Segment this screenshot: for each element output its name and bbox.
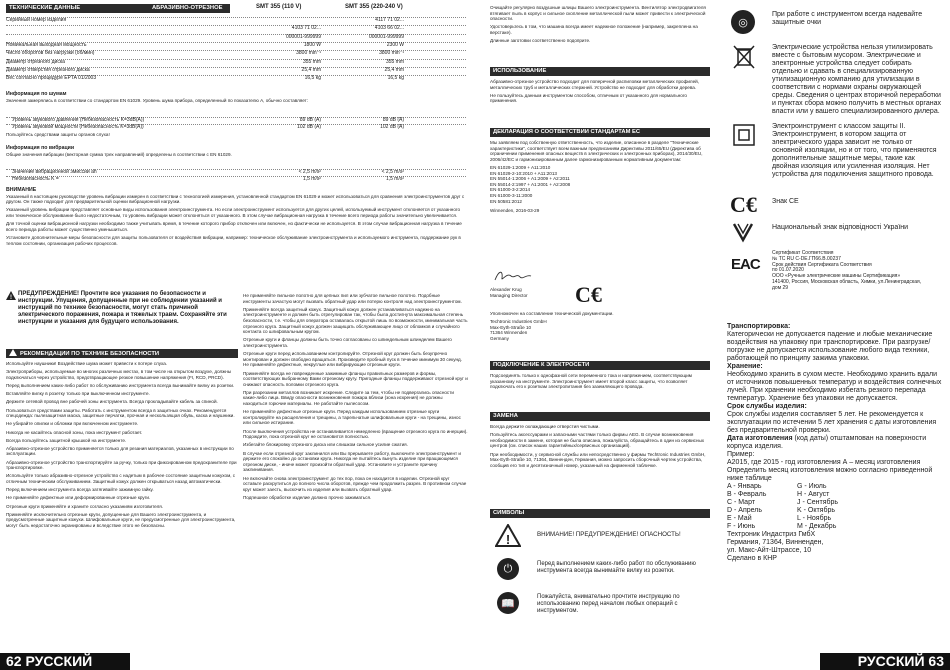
decl-place-date: Winnenden, 2016-03-29: [490, 208, 540, 214]
spec-label: Серийный номер изделия: [6, 17, 67, 23]
maint-paragraphs: [490, 424, 710, 471]
date-text: (код даты) отштампован на поверхности корпуса изделия.: [727, 435, 927, 450]
spec-value-110v: 16,5 kg: [304, 75, 321, 82]
storage-title: Хранение:: [727, 363, 763, 370]
transport-text: Категорически не допускается падение и любые механические воздействия на упаковку при транспортировке. При разгрузке/погрузке не допускается использование любого вида техники, работающей по принципу зажима упаковки.: [727, 331, 933, 362]
month-row: [727, 499, 942, 507]
goggles-text: При работе с инструментом всегда надевайте защитные очки: [772, 11, 923, 26]
paragraph: Пользуйтесь аксессуарами и запасными частями только фирмы AEG. В случае возникновения необходимости в замене, которая не была описана, пожалуйста, обращайтесь в один из сервисных центров (см. список наших гарантийных/сервисных организаций).: [490, 432, 705, 449]
paragraph: Абразивно-отрезное устройство подходит для поперечной распиловки металлических профилей, металлических труб и металлических стержней. Устройство не подходит для обработки дерева.: [490, 79, 700, 90]
month-left: F - Июнь: [727, 523, 756, 530]
row-label: Уровень звукового давления (Небезопасность K=3dB(A)): [12, 117, 145, 123]
safety-bar-label: РЕКОМЕНДАЦИИ ПО ТЕХНИКЕ БЕЗОПАСНОСТИ: [20, 351, 160, 357]
warning-triangle-icon: [495, 524, 521, 547]
paragraph: Используйте наушники! Воздействие шума может привести к потере слуха.: [6, 361, 168, 366]
spec-value-110v: 355 mm: [302, 58, 321, 65]
row-value-230v: 89 dB (A): [382, 117, 404, 123]
transport-title: Транспортировка:: [727, 323, 791, 330]
spec-value-230v: 4103 66 02...: [374, 25, 404, 32]
paragraph: Не применяйте дефектные или деформированные отрезные круги.: [6, 495, 151, 501]
decl-section: [490, 140, 710, 216]
row-label: Небезопасность K =: [12, 176, 59, 182]
row-value-230v: 1,5 m/s²: [385, 176, 404, 182]
standard-line: EN 61000-3-2:2014: [490, 187, 531, 193]
spec-value-110v: 000001-999999: [285, 33, 321, 40]
left-footer: 62 РУССКИЙ: [0, 653, 130, 670]
decl-auth-block: [490, 311, 710, 342]
address-line: Germany: [490, 335, 509, 341]
vib-title: Информация по вибрации: [6, 145, 75, 151]
paragraph: Пользоваться средствами защиты. Работать с инструментом всегда в защитных очках. Рекомендуется спецодежда: пылезащитная маска, защитные перчатки, прочная и нескользящая обувь, каска и наушники.: [6, 407, 235, 419]
cert-lines: [772, 251, 947, 292]
vib-text: Общие значения вибрации (векторная сумма трех направлений) определены в соответствии с EN 61029.: [6, 151, 232, 157]
noise-title: Информация по шумам: [6, 91, 67, 97]
cert-line: 141400, Россия, Московская область, Химки, ул.Ленинградская,: [772, 278, 922, 285]
paragraph: Применяйте всегда защитный кожух. Защитный кожух должен устанавливаться надежно на электроинструменте и должен быть отрегулирован так, чтобы была достигнута максимальная степень безопасности, т.е. чтобы для оператора оставалась открытой лишь по возможности, минимальная часть отрезного круга. Защитный кожух должен защищать обслуживающее лицо от обломков и случайного контакта со шлифовальным кругом.: [243, 306, 468, 335]
paragraph: Указанный уровень вибрации представляет основные виды использования электроинструмента. Но если электроинструмент используется для других целей, используемый инструмент отклоняется от указанного или техническое обслуживание было недостаточным, то уровень вибрации может отклоняться от указанного. В этом случае вибрационная нагрузка в течение всего периода работы значительно увеличивается.: [6, 207, 461, 218]
paragraph: Держите сетевой провод вне рабочей зоны инструмента. Всегда прокладывайте кабель за спиной.: [6, 399, 218, 405]
paragraph: Абразивно-отрезное устройство транспортируйте за ручку, только при фиксированном предохранителе при транспортировке.: [6, 459, 237, 471]
cert-line: дом 29: [772, 284, 789, 291]
address-line: 71364 Winnenden: [490, 330, 528, 336]
spec-value-110v: 1800 W: [303, 41, 321, 48]
standard-line: EN 61029-1:2009 + A11:2010: [490, 164, 551, 170]
row-label: Уровень звуковой мощности (Небезопасность K=3dB(A)): [12, 124, 144, 130]
tech-data-label: ТЕХНИЧЕСКИЕ ДАННЫЕ: [9, 5, 81, 11]
standard-line: EN 50581:2012: [490, 198, 522, 204]
warning-triangle-icon: [9, 349, 17, 356]
paragraph: Длинные заготовки соответственно подоприте.: [490, 38, 591, 44]
class2-text: Электроинструмент с классом защиты II. Электроинструмент, в котором защита от электрического удара зависит не только от основной изоляции, но и от того, что применяются дополнительные защитные меры, такие как двойная изоляция или усиленная изоляция. Нет устройства для подключения защитного провода.: [772, 123, 937, 178]
noise-note: Пользуйтесь средствами защиты органов слуха!: [6, 132, 110, 137]
warning-triangle-icon: [6, 291, 16, 300]
goggles-icon: ◎: [731, 10, 755, 34]
safety-left-column: [6, 361, 238, 531]
decl-signer-role: Managing Director: [490, 292, 528, 298]
safety-bar: [6, 349, 238, 358]
spec-row: [6, 33, 466, 40]
month-left: D - Апрель: [727, 507, 763, 514]
col-header-110v: SMT 355 (110 V): [256, 4, 302, 10]
paragraph: Очищайте регулярно воздушные шлицы Вашего электроинструмента. Вентилятор электродвигателя втягивает пыль в корпус и сильное скопление металлической пыли может привести к электрической опасности.: [490, 5, 706, 22]
warning-text: ПРЕДУПРЕЖДЕНИЕ! Прочтите все указания по безопасности и инструкции. Упущения, допущенные при не соблюдении указаний и инструкций по технике безопасности, могут стать причиной электрического поражения, пожара и тяжелых травм. Сохраняйте эти инструкции и указания для будущего использования.: [18, 291, 227, 325]
months-table: [727, 483, 942, 531]
month-row: [727, 483, 942, 491]
month-left: C - Март: [727, 499, 756, 506]
ce-mark-icon: C€: [575, 282, 602, 307]
symbol-book-text: Пожалуйста, внимательно прочтите инструкцию по использованию перед началом любых операций с инструментом.: [537, 594, 680, 614]
month-row: [727, 491, 942, 499]
spec-value-110v: 3800 min⁻¹: [296, 50, 321, 57]
ce-label: Знак CE: [772, 198, 799, 205]
spec-row: [6, 75, 466, 82]
ce-mark-icon: C€: [730, 192, 757, 217]
ua-mark-icon: [731, 220, 755, 246]
spec-label: Число оборотов без нагрузки (об/мин): [6, 50, 95, 57]
cert-line: Срок действия Сертификата Соответствия: [772, 261, 872, 268]
right-footer: РУССКИЙ 63: [820, 653, 950, 670]
month-row: [727, 515, 942, 523]
row-value-230v: < 2,5 m/s²: [381, 169, 404, 175]
standard-line: EN 55014-1:2006 + A1:2009 + A2:2011: [490, 176, 570, 182]
decl-text: Мы заявляем под собственную ответственность, что изделие, описанное в разделе "Технические характеристики", соответствует всем важным предписаниям Директивы 2011/65/EU (Директива об ограничении применения опасных веществ в электрических и электронных приборах), 2014/30/EU, 2006/42/EC и гармонизированным далее гармонизированным нормативным документам:: [490, 140, 703, 162]
paragraph: Перед выполнением каких-либо работ по обслуживанию инструмента всегда вынимайте вилку из розетки.: [6, 382, 235, 388]
paragraph: Указанный в настоящем руководстве уровень вибрации измерен в соответствии с технологией измерения, установленной стандартом EN 61029 и может использоваться для сравнения электроинструментов друг с другом. Он также подходит для предварительной оценки вибрационной нагрузки.: [6, 193, 465, 205]
storage-text: Необходимо хранить в сухом месте. Необходимо хранить вдали от источников повышенных температур и воздействия солнечных лучей. При хранении необходимо избегать резкого перепада температур. Хранение без упаковки не допускается.: [727, 371, 942, 402]
conn-bar: ПОДКЛЮЧЕНИЕ К ЭЛЕКТРОСЕТИ: [490, 361, 710, 370]
row-value-230v: 102 dB (A): [380, 124, 404, 130]
paragraph: Отрезные круги и фланцы должны быть точно согласованы со шпиндельным шпинделем Вашего электроинструмента.: [243, 337, 452, 348]
paragraph: Применяйте всегда не поврежденные зажимные фланцы правильных размеров и формы, соответствующих выбранному Вами отрезному кругу. Пригодные фланцы поддерживают отрезной круг и снижают опасность поломки отрезного круга.: [243, 370, 468, 387]
spec-row: [6, 58, 466, 65]
top-paragraphs: [490, 5, 710, 46]
col-header-230v: SMT 355 (220-240 V): [345, 4, 403, 10]
month-left: B - Февраль: [727, 491, 767, 498]
month-right: H - Август: [797, 491, 830, 498]
spec-value-110v: 25,4 mm: [301, 66, 321, 73]
spec-label: Вес согласно процедуре EPTA 01/2003: [6, 75, 97, 82]
month-right: L - Ноябрь: [797, 515, 832, 522]
paragraph: При необходимости, у сервисной службы или непосредственно у фирмы Techtronic Industries GmbH, Max-Eyth-Straße 10, 71364, Винненден, Германия, можно запросить сборочный чертеж устройства, сообщив его тип и десятизначный номер, указанный на фирменной табличке.: [490, 451, 706, 468]
spec-row: [6, 17, 466, 23]
paragraph: Применяйте исключительно отрезные круги, допущенные для Вашего электроинструмента, и предусмотренные защитные кожухи. Шлифовальные круги, не предусмотренные для электроинструмента, могут быть недостаточно экранированы и вследствие этого не безопасны.: [6, 511, 236, 528]
attention-paragraphs: [6, 194, 468, 247]
paragraph: В случае если отрезной круг заклинился или Вы прерываете работу, выключите электроинструмент и держите его спокойно до остановки круга. Никогда не пытайтесь вынуть изделие при вращающемся отрезном диске, - иначе может произойти обратный удар. Установите и устраните причину заклинивания.: [243, 450, 461, 473]
attention-title: ВНИМАНИЕ: [6, 187, 37, 193]
paragraph: После выключения устройства не останавливается немедленно (вращение отрезного круга по инерции). Подождите, пока отрезной круг не остановится полностью.: [243, 428, 468, 440]
warning-block: [6, 291, 238, 326]
spec-label: Диаметр отрезного диска: [6, 58, 65, 65]
symbol-plug-text: Перед выполнением каких-либо работ по обслуживанию инструмента всегда вынимайте вилку из розетки.: [537, 561, 696, 574]
cert-line: Сертификат Соответствия: [772, 250, 834, 256]
address-line: Techtronic Industries GmbH: [490, 319, 547, 325]
spec-value-110v: 4103 71 02...: [291, 25, 321, 32]
paragraph: Не убирайте опилки и обломки при включенном инструменте.: [6, 421, 139, 427]
paragraph: Отрезные круги применяйте и храните согласно указаниям изготовителя.: [6, 503, 164, 509]
paragraph: Всегда держите охлаждающие отверстия чистыми.: [490, 424, 600, 429]
maker-line: Техтроник Индастриз ГмбХ: [727, 531, 816, 538]
life-title: Срок службы изделия:: [727, 403, 807, 410]
ua-label: Национальный знак відповідності України: [772, 224, 909, 231]
spec-value-230v: 3800 min⁻¹: [379, 50, 404, 57]
usage-paragraphs: [490, 79, 710, 107]
svg-text:!: !: [10, 295, 12, 300]
paragraph: Установите дополнительные меры безопасности для защиты пользователя от воздействия вибрации, например: техническое обслуживание электроинструмента и используемого инструмента, поддержание рук в теплом состоянии, организация рабочих процессов.: [6, 234, 461, 246]
paragraph: Абразивно-отрезное устройство применяется только для резания материалов, указанных в инструкции по эксплуатации.: [6, 445, 234, 457]
symbols-bar: СИМВОЛЫ: [490, 509, 710, 518]
value-row: [6, 169, 466, 175]
maint-bar: ЗАМЕНА: [490, 412, 710, 421]
safety-right-column: [243, 293, 468, 503]
paragraph: Электроприборы, используемые во многих различных местах, в том числе на открытом воздухе, должны подключаться через устройство, предотвращающее резкое повышение напряжения (FI, RCD, PRCD).: [6, 369, 232, 380]
cert-line: ООО «Ручные электрические машины Сертификация»: [772, 273, 901, 280]
decl-bar: ДЕКЛАРАЦИЯ О СООТВЕТСТВИИ СТАНДАРТАМ ЕС: [490, 128, 710, 137]
paragraph: Используйте только абразивно-отрезное устройство с надетым в рабочее состояние защитным кожухом, с отличным техническим обслуживанием. Защитный кожух должен открываться назад автоматически.: [6, 473, 236, 485]
month-right: M - Декабрь: [797, 523, 837, 530]
spec-value-230v: 2300 W: [386, 41, 404, 48]
paragraph: Не пользуйтесь данным инструментом способом, отличным от указанного для нормального применения.: [490, 92, 687, 104]
month-left: E - Май: [727, 515, 752, 522]
symbol-warn-text: ВНИМАНИЕ! ПРЕДУПРЕЖДЕНИЕ! ОПАСНОСТЬ!: [537, 531, 681, 538]
month-row: [727, 523, 942, 531]
standard-line: EN 61029-2-10:2010 + A11:2013: [490, 170, 557, 176]
paragraph: Для точной оценки вибрационной нагрузки необходимо также учитывать время, в течение которого прибор отключен или включен, но фактически не используется. В этом случае вибрационная нагрузка в течение всего периода работы может существенно уменьшиться.: [6, 221, 462, 232]
right-page: [475, 0, 950, 670]
weee-bin-icon: [733, 44, 755, 70]
spec-row: [6, 41, 466, 48]
paragraph: Подпешиое обработке изделие должно прочно зажиматься.: [243, 494, 372, 500]
spec-row: [6, 50, 466, 57]
address-line: Max-Eyth-Straße 10: [490, 324, 532, 330]
tech-data-header: [6, 4, 230, 13]
paragraph: При разрезании металлов возникает искрение. Следите за тем, чтобы не подвергались опасности какие-либо лица. Ввиду опасности возникновения пожара вблизи (зона искрения) не должны находиться горючие материалы. Не работайте пылесосом.: [243, 389, 454, 407]
row-value-110v: 102 dB (A): [297, 124, 321, 130]
value-row: [6, 124, 466, 130]
paragraph: Вставляйте вилку в розетку только при выключенном инструменте.: [6, 391, 150, 397]
usage-bar: ИСПОЛЬЗОВАНИЕ: [490, 67, 710, 76]
spec-value-230v: 25,4 mm: [384, 66, 404, 73]
maker-lines: [727, 531, 942, 563]
value-row: [6, 176, 466, 182]
maker-line: ул. Макс-Айт-Штрассе, 10: [727, 547, 812, 554]
month-right: J - Сентябрь: [797, 499, 839, 506]
cert-line: № ТС RU С-DE.ГП66.В.00237: [772, 255, 841, 262]
paragraph: Удостоверьтесь в том, что машина всегда имеет надежное положение (например, закреплена на верстаке).: [490, 24, 698, 35]
row-label: Значение вибрационной эмиссии ah: [12, 169, 97, 175]
spec-row: [6, 66, 466, 73]
svg-text:!: !: [505, 532, 511, 547]
paragraph: Не включайте снова электроинструмент до тех пор, пока он находится в изделии. Отрезной круг оставьте раскрутиться до полного числа оборотов, прежде чем продолжить разрез. В противном случае круг может заесть, выскочить из изделия или вызвать обратный удар.: [243, 475, 467, 492]
life-text: Срок службы изделия составляет 5 лет. Не рекомендуется к эксплуатации по истечении 5 лет хранения с даты изготовления без предварительной проверки.: [727, 411, 937, 434]
decl-auth: Уполномочен на составление технической документации.: [490, 311, 614, 316]
weee-text: Электрические устройства нельзя утилизировать вместе с бытовым мусором. Электрические и электронные устройства следует собирать отдельно и сдавать в специализированную утилизационную компанию для утилизации в соответствии с нормами охраны окружающей среды. Сведения о центрах вторичной переработки и пунктах сбора можно получить в местных органах власти или у вашего специализированного дилера.: [772, 44, 941, 115]
paragraph: Не применяйте пильное полотно для цепных пил или зубчатое пильное полотно. Подобные инструменты зачастую могут вызвать обратный удар или потерю контроля над электроинструментом.: [243, 293, 462, 304]
spec-label: Номинальная выходная мощность: [6, 41, 87, 48]
month-left: A - Январь: [727, 483, 762, 490]
row-value-110v: 89 dB (A): [299, 117, 321, 123]
conn-text: Подсоединять только к однофазной сети переменного тока и напряжением, соответствующим указанному на инструменте. Электроинструмент имеет второй класс защиты, что позволяет подключать его к розеткам электропитания без заземляющего провода.: [490, 373, 692, 390]
paragraph: Перед включением инструмента всегда затягивайте зажимную гайку.: [6, 487, 154, 493]
maker-line: Германия, 71364, Винненден,: [727, 539, 824, 546]
example-title: Пример:: [727, 451, 755, 458]
noise-text: Значения замерялись в соответствии со стандартом EN 61029. Уровень шума прибора, определенный по показателю A, обычно составляет:: [6, 97, 309, 103]
eac-mark-icon: EAC: [731, 256, 760, 273]
paragraph: Никогда не касайтесь опасной зоны, пока инструмент работает.: [6, 429, 143, 435]
date-title: Дата изготовления: [727, 435, 793, 442]
noise-section: [6, 92, 466, 103]
maker-line: Сделано в КНР: [727, 555, 777, 562]
signature-icon: [493, 268, 533, 284]
spec-row: [6, 25, 466, 32]
row-value-110v: < 2,5 m/s²: [298, 169, 321, 175]
paragraph: Всегда пользуйтесь защитной крышкой на инструменте.: [6, 437, 127, 443]
decl-address: [490, 319, 710, 341]
month-row: [727, 507, 942, 515]
tech-data-product: АБРАЗИВНО-ОТРЕЗНОЕ: [152, 5, 223, 11]
standard-line: EN 55014-2:1997 + A1:2001 + A2:2008: [490, 181, 571, 187]
example-text: А2015, где 2015 - год изготовления А – месяц изготовления Определить месяц изготовления можно согласно приведенной ниже таблице: [727, 459, 933, 482]
spec-value-230v: 000001-999999: [368, 33, 404, 40]
info-block: [727, 323, 942, 563]
decl-standards: [490, 165, 710, 204]
month-right: G - Июль: [797, 483, 827, 490]
cert-line: по 01.07.2020: [772, 267, 804, 274]
vib-section: [6, 146, 246, 157]
paragraph: Не применяйте дефектные отрезные круги. Перед каждым использованием отрезные круги контролируйте на расщепления и трещины, а тарельчатые шлифовальные круги - на трещины, износ или сильное истирание.: [243, 409, 461, 426]
spec-value-230v: 4117 71 02...: [375, 17, 404, 23]
standard-line: EN 61000-3-11:2000: [490, 192, 533, 198]
spec-value-230v: 355 mm: [385, 58, 404, 65]
paragraph: Отрезные круги перед использованием контролируйте. Отрезной круг должен быть безупречно монтирован и должен свободно вращаться. Произведите пробный пуск в течение минимум 30 секунд. Не применяйте дефектные, некруглые или вибрирующие отрезные круги.: [243, 351, 463, 368]
class2-square-icon: [733, 124, 755, 146]
row-value-110v: 1,5 m/s²: [302, 176, 321, 182]
attention-section: [6, 188, 468, 249]
spec-value-230v: 16,5 kg: [387, 75, 404, 82]
manual-book-icon: 📖: [497, 592, 519, 614]
month-right: K - Октябрь: [797, 507, 836, 514]
unplug-icon: ⏻: [497, 558, 519, 580]
decl-signer: Alexander Krug: [490, 287, 522, 292]
spec-label: Диаметр отверстия отрезного диска: [6, 66, 90, 73]
value-row: [6, 117, 466, 123]
paragraph: Избегайте блокировку отрезного диска или слишком сильное усилие сжатия.: [243, 442, 408, 448]
